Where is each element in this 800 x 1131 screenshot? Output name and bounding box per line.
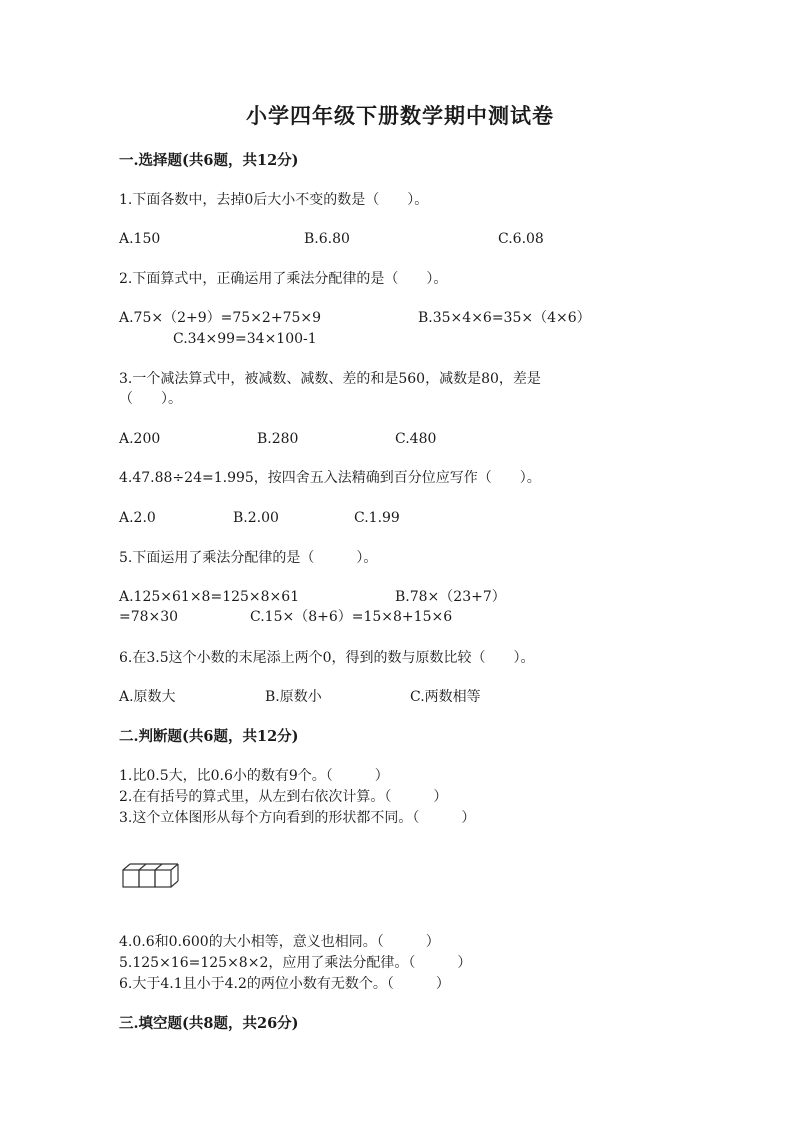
choice-question-5: 5.下面运用了乘法分配律的是（ ）。 (119, 550, 378, 566)
choice-2-option-b: B.35×4×6=35×（4×6） (418, 310, 591, 326)
choice-question-3-cont: （ ）。 (119, 391, 182, 407)
section-heading-fill: 三.填空题(共8题，共26分) (119, 1015, 299, 1032)
choice-5-option-a: A.125×61×8=125×8×61 (119, 589, 300, 605)
choice-1-option-a: A.150 (119, 231, 161, 247)
judge-question-6: 6.大于4.1且小于4.2的两位小数有无数个。（ ） (119, 976, 450, 992)
choice-3-option-c: C.480 (395, 431, 437, 447)
choice-4-option-a: A.2.0 (119, 510, 156, 526)
choice-6-option-a: A.原数大 (119, 689, 176, 705)
choice-3-option-a: A.200 (119, 431, 161, 447)
choice-6-option-c: C.两数相等 (410, 689, 481, 705)
choice-6-option-b: B.原数小 (265, 689, 322, 705)
choice-5-option-b-cont: =78×30 (119, 609, 179, 625)
section-heading-judge: 二.判断题(共6题，共12分) (119, 728, 299, 745)
three-cubes-figure (122, 862, 180, 890)
choice-question-1: 1.下面各数中，去掉0后大小不变的数是（ ）。 (119, 192, 429, 208)
judge-question-2: 2.在有括号的算式里，从左到右依次计算。（ ） (119, 789, 448, 805)
choice-5-option-b: B.78×（23+7） (395, 589, 506, 605)
choice-4-option-c: C.1.99 (354, 510, 400, 526)
choice-5-option-c: C.15×（8+6）=15×8+15×6 (250, 609, 453, 625)
choice-question-3: 3.一个减法算式中，被减数、减数、差的和是560，减数是80，差是 (119, 371, 541, 387)
choice-1-option-b: B.6.80 (304, 231, 350, 247)
choice-question-2: 2.下面算式中，正确运用了乘法分配律的是（ ）。 (119, 271, 448, 287)
choice-1-option-c: C.6.08 (498, 231, 544, 247)
choice-2-option-c: C.34×99=34×100-1 (173, 331, 317, 347)
page-title: 小学四年级下册数学期中测试卷 (246, 103, 554, 128)
judge-question-3: 3.这个立体图形从每个方向看到的形状都不同。（ ） (119, 810, 476, 826)
choice-3-option-b: B.280 (257, 431, 299, 447)
judge-question-5: 5.125×16=125×8×2，应用了乘法分配律。（ ） (119, 955, 472, 971)
section-heading-choice: 一.选择题(共6题，共12分) (119, 152, 299, 169)
choice-4-option-b: B.2.00 (233, 510, 279, 526)
choice-2-option-a: A.75×（2+9）=75×2+75×9 (119, 310, 322, 326)
choice-question-4: 4.47.88÷24=1.995，按四舍五入法精确到百分位应写作（ ）。 (119, 470, 541, 486)
judge-question-1: 1.比0.5大，比0.6小的数有9个。（ ） (119, 768, 389, 784)
choice-question-6: 6.在3.5这个小数的末尾添上两个0，得到的数与原数比较（ ）。 (119, 650, 535, 666)
judge-question-4: 4.0.6和0.600的大小相等，意义也相同。（ ） (119, 934, 440, 950)
